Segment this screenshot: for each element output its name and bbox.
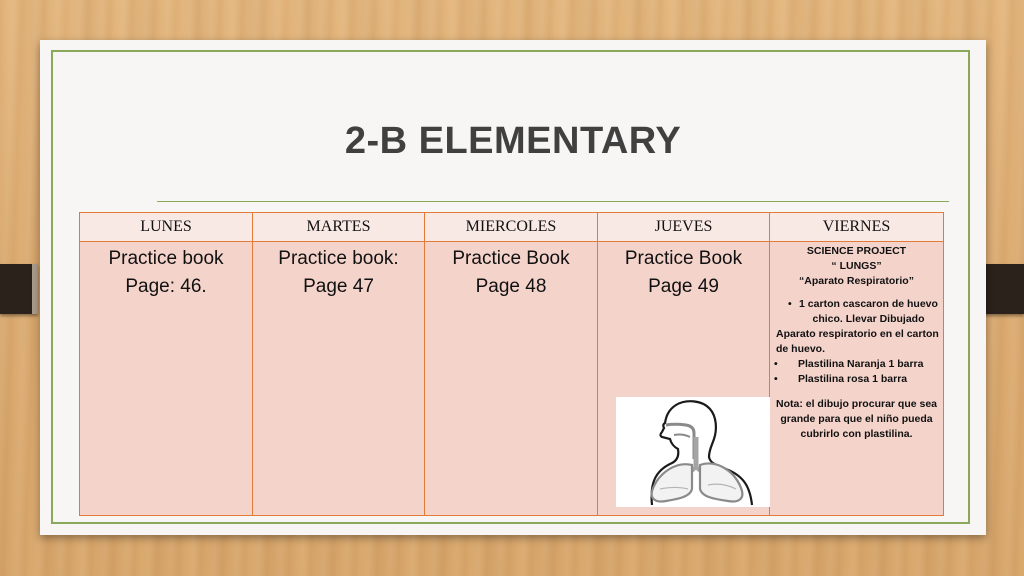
cell-wednesday [425, 242, 598, 516]
title-divider [157, 201, 949, 202]
slide-title: 2-B ELEMENTARY [344, 120, 682, 162]
friday-materials-list [774, 297, 939, 327]
wednesday-line1: Practice Book [452, 248, 570, 269]
weekly-schedule-table [79, 212, 944, 516]
wednesday-line2: Page 48 [475, 276, 547, 297]
monday-line1: Practice book [108, 248, 224, 269]
cell-monday [80, 242, 253, 516]
friday-heading: SCIENCE PROJECT [806, 245, 907, 257]
cell-tuesday [253, 242, 425, 516]
thursday-line2: Page 49 [648, 276, 719, 297]
bullet-icon: • [788, 298, 792, 310]
friday-topic-en: “ LUNGS” [831, 260, 882, 272]
bullet3-text: Plastilina rosa 1 barra [798, 373, 908, 385]
cell-friday [770, 242, 944, 516]
friday-note1: Aparato respiratorio en el carton de huevo. [776, 328, 939, 355]
table-header-row [80, 213, 944, 242]
list-item [774, 372, 939, 387]
tuesday-line1: Practice book: [278, 248, 399, 269]
header-wednesday: MIERCOLES [425, 213, 598, 242]
table-row [80, 242, 944, 516]
header-tuesday: MARTES [253, 213, 425, 242]
header-friday: VIERNES [770, 213, 944, 242]
list-item [774, 297, 939, 327]
bullet2-text: Plastilina Naranja 1 barra [798, 358, 924, 370]
bullet1-text: 1 carton cascaron de huevo chico. Llevar Dibujado [799, 298, 938, 325]
left-strap [0, 264, 38, 314]
monday-line2: Page: 46. [125, 276, 207, 297]
friday-topic-es: “Aparato Respiratorio” [799, 275, 914, 287]
list-item [774, 357, 939, 372]
bullet-icon: • [774, 373, 778, 385]
friday-note2: Nota: el dibujo procurar que sea grande para que el niño pueda cubrirlo con plastilina. [775, 398, 938, 440]
header-thursday: JUEVES [598, 213, 770, 242]
thursday-line1: Practice Book [624, 248, 743, 269]
bullet-icon: • [774, 358, 778, 370]
header-monday: LUNES [80, 213, 253, 242]
friday-clay-list [774, 357, 939, 387]
tuesday-line2: Page 47 [303, 276, 374, 297]
respiratory-system-icon [616, 397, 770, 507]
